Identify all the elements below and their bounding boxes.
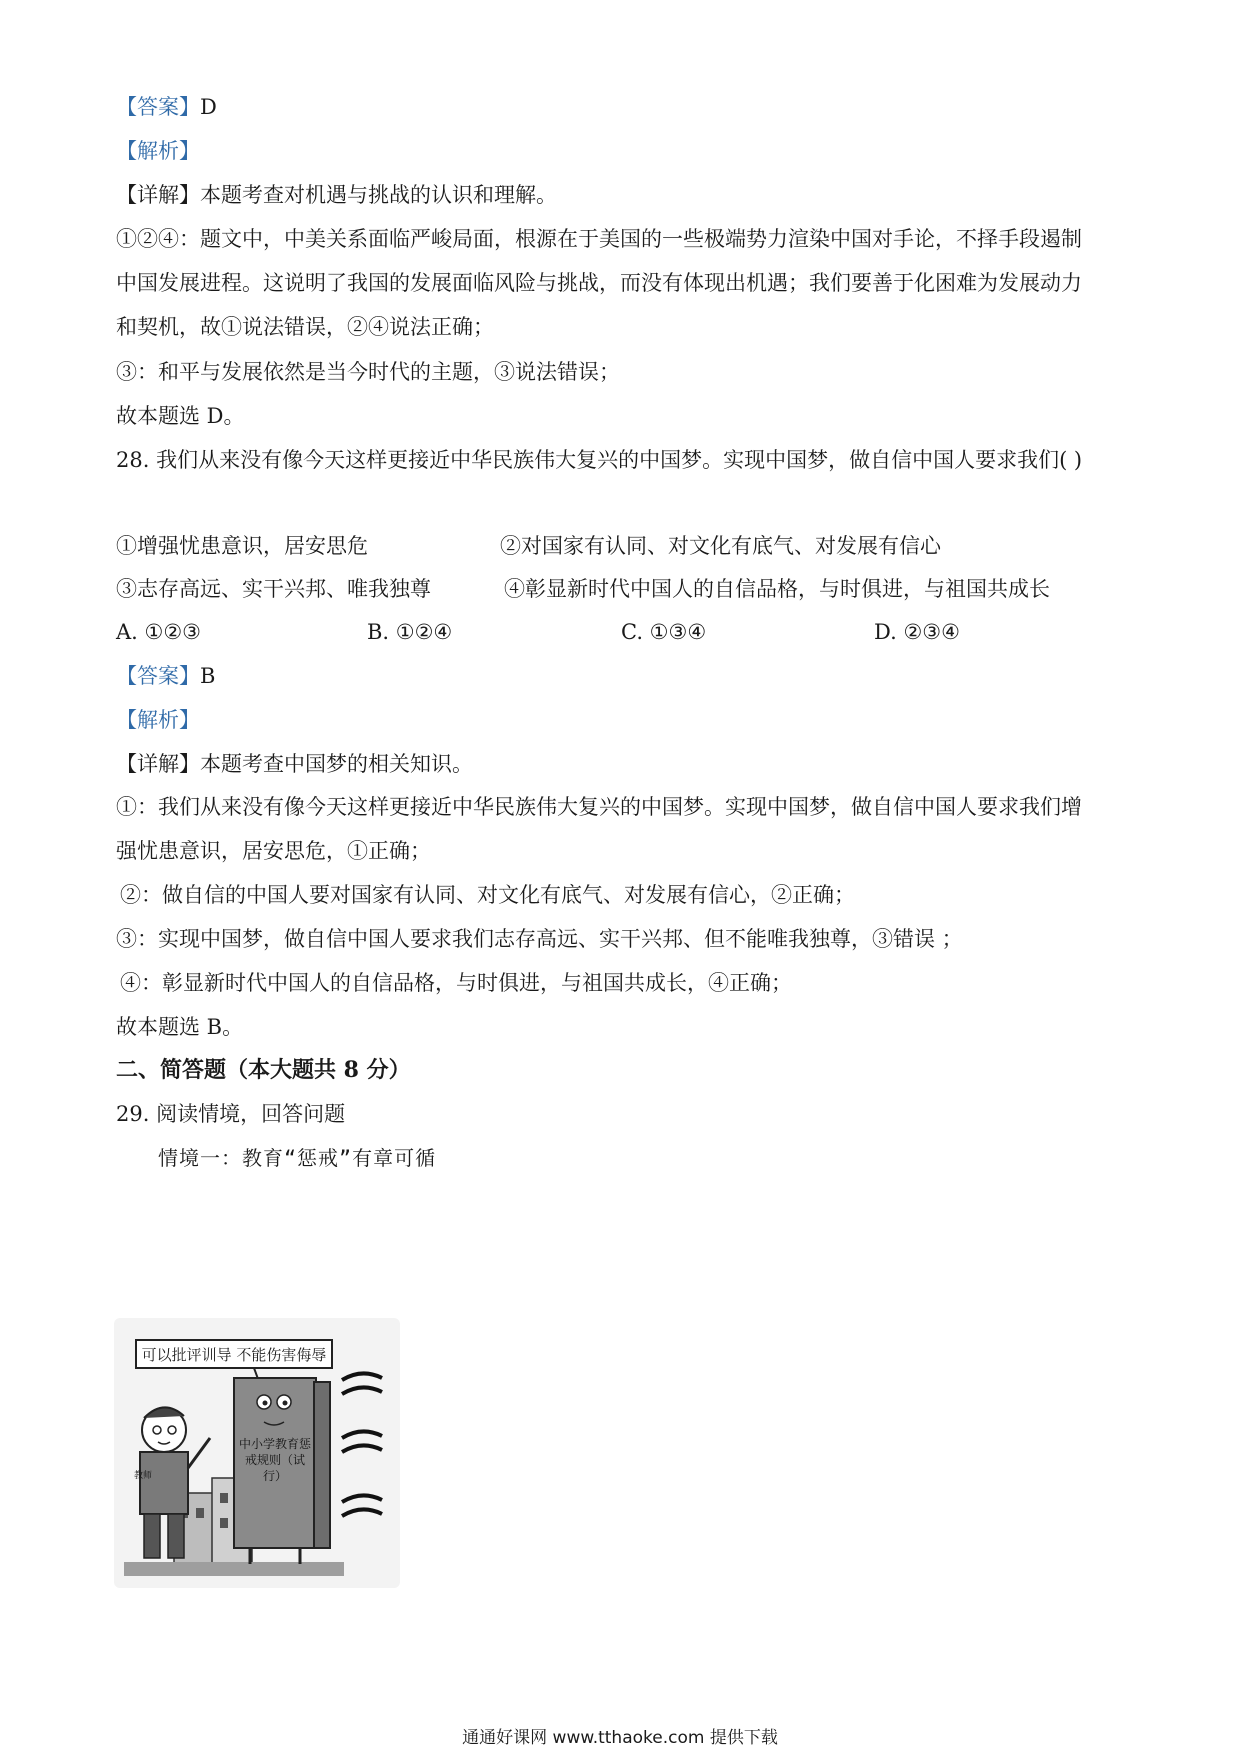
explanation-line: 强忧患意识，居安思危，①正确； [116,839,431,863]
motion-mark [342,1509,382,1516]
motion-mark [342,1387,382,1394]
motion-mark [342,1445,382,1452]
explanation-line: 和契机，故①说法错误，②④说法正确； [116,315,494,339]
rule-book-title: 中小学教育惩戒规则（试行） [238,1437,311,1483]
explanation-line: ①②④：题文中，中美关系面临严峻局面，根源在于美国的一些极端势力渲染中国对手论，不择手段遏制 [116,227,1082,251]
answer-value: B [200,664,216,688]
analysis-tag: 【解析】 [116,139,200,163]
explanation-line: ③：和平与发展依然是当今时代的主题，③说法错误； [116,360,620,384]
answer-value: D [200,95,217,119]
explanation-line: ③：实现中国梦，做自信中国人要求我们志存高远、实干兴邦、但不能唯我独尊，③错误 ； [116,927,963,951]
conclusion-line: 故本题选 D。 [116,404,245,428]
motion-mark [342,1431,382,1438]
question-stem: 28. 我们从来没有像今天这样更接近中华民族伟大复兴的中国梦。实现中国梦，做自信中国人要求我们( ) [116,448,1083,472]
scenario-title: 情境一：教育“惩戒”有章可循 [158,1146,437,1170]
choice-c: C. ①③④ [621,620,707,644]
choice-a: A. ①②③ [116,620,201,644]
choice-d: D. ②③④ [874,620,960,644]
explanation-line: ④：彰显新时代中国人的自信品格，与时俱进，与祖国共成长，④正确； [120,971,792,995]
motion-mark [342,1373,382,1380]
statement-3: ③志存高远、实干兴邦、唯我独尊 [116,577,431,601]
explanation-line: ①：我们从来没有像今天这样更接近中华民族伟大复兴的中国梦。实现中国梦，做自信中国人要求我们增 [116,795,1082,819]
detail-line: 【详解】本题考查对机遇与挑战的认识和理解。 [116,183,557,207]
answer-line [116,92,217,122]
explanation-line: 中国发展进程。这说明了我国的发展面临风险与挑战，而没有体现出机遇；我们要善于化困难为发展动力 [116,271,1082,295]
page-footer: 通通好课网 www.tthaoke.com 提供下载 [462,1728,778,1748]
statement-1: ①增强忧患意识，居安思危 [116,534,368,558]
statement-4: ④彰显新时代中国人的自信品格，与时俱进，与祖国共成长 [504,577,1050,601]
teacher-label: 教师 [134,1471,153,1481]
detail-line: 【详解】本题考查中国梦的相关知识。 [116,752,473,776]
answer-tag: 【答案】 [116,664,200,688]
cartoon-illustration [114,1318,400,1588]
explanation-line: ②：做自信的中国人要对国家有认同、对文化有底气、对发展有信心，②正确； [120,883,855,907]
answer-line [116,661,215,691]
cartoon-drawing [114,1318,400,1588]
question-stem: 29. 阅读情境，回答问题 [116,1102,346,1126]
statement-2: ②对国家有认同、对文化有底气、对发展有信心 [500,534,941,558]
conclusion-line: 故本题选 B。 [116,1015,244,1039]
analysis-tag: 【解析】 [116,708,200,732]
motion-mark [342,1495,382,1502]
answer-tag: 【答案】 [116,95,200,119]
section-heading: 二、简答题（本大题共 8 分） [116,1057,411,1083]
cartoon-caption: 可以批评训导 不能伤害侮辱 [141,1346,327,1364]
teacher-body [140,1452,188,1514]
choice-b: B. ①②④ [367,620,453,644]
